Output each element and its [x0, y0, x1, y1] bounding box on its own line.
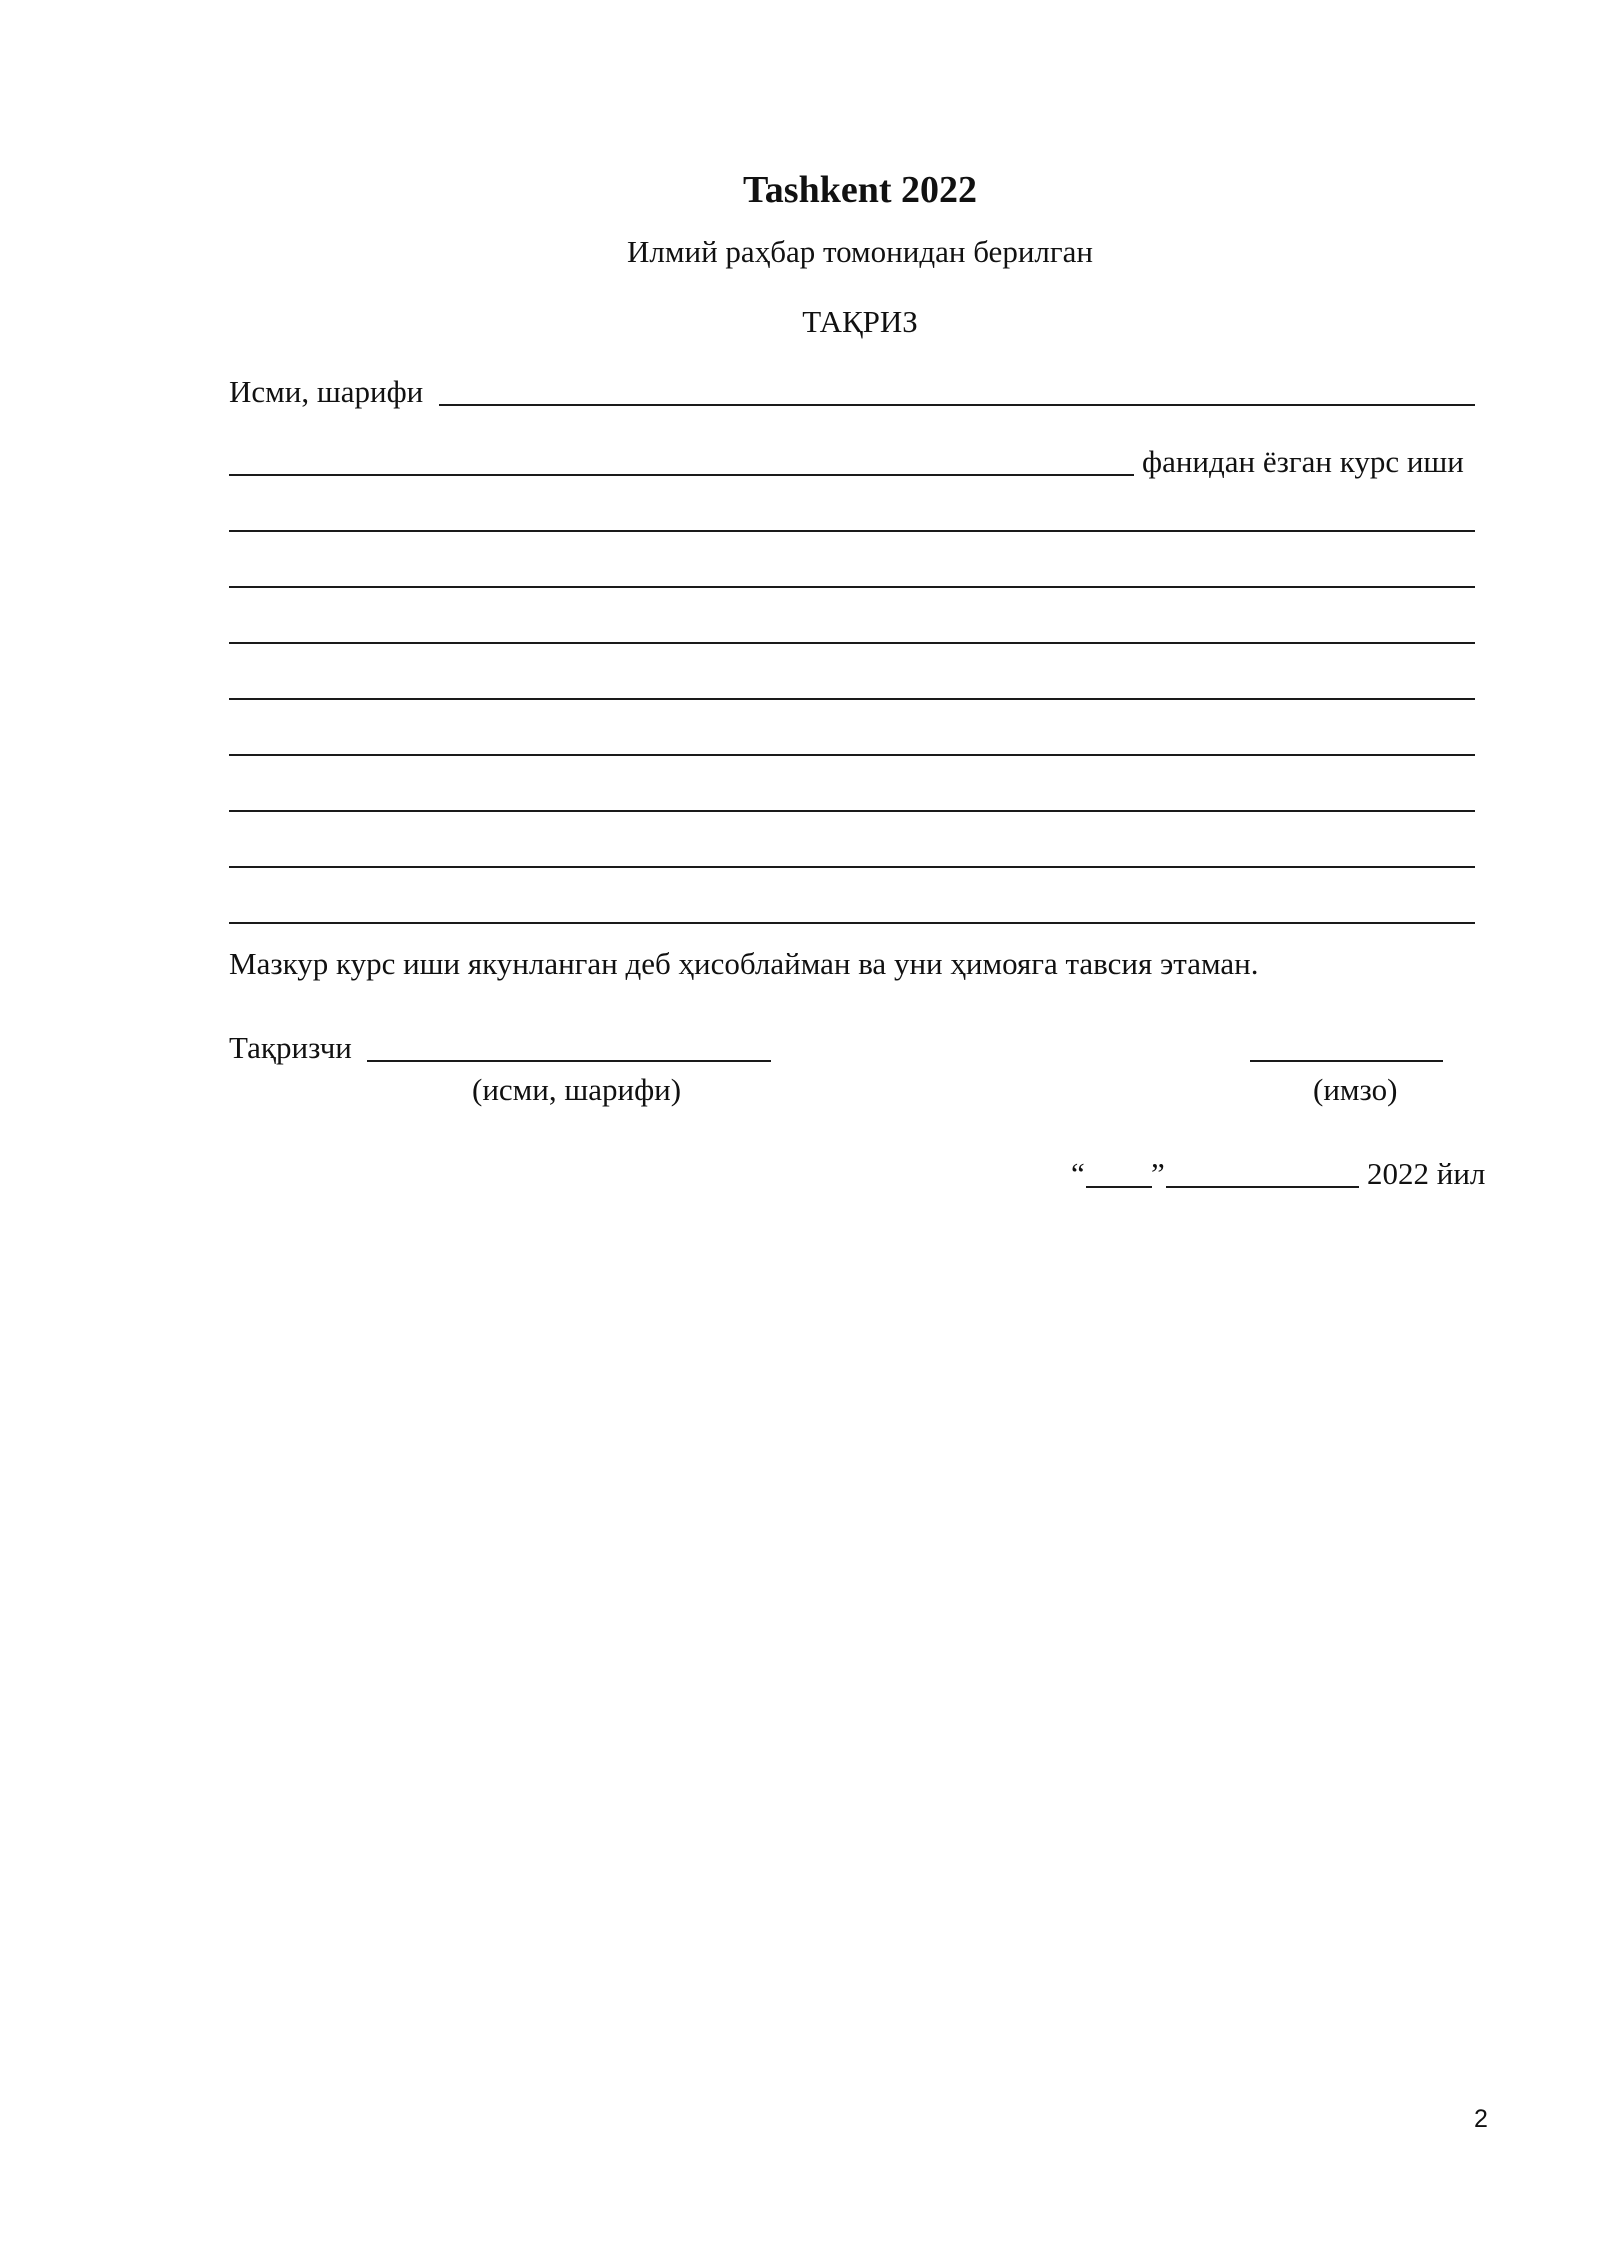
- page-number: 2: [1474, 2105, 1488, 2133]
- document-title: Tashkent 2022: [742, 169, 978, 211]
- name-label: Исми, шарифи: [229, 374, 424, 409]
- signature-caption: (имзо): [1313, 1072, 1398, 1107]
- conclusion-text: Мазкур курс иши якунланган деб ҳисоблайман ва уни ҳимояга тавсия этаман.: [229, 946, 1259, 981]
- review-line: [229, 642, 1475, 644]
- date-month-line: [1166, 1186, 1359, 1188]
- review-line: [229, 586, 1475, 588]
- date-open-quote: “: [1071, 1156, 1085, 1191]
- subject-suffix: фанидан ёзган курс иши: [1142, 444, 1464, 479]
- review-line: [229, 810, 1475, 812]
- review-line: [229, 866, 1475, 868]
- reviewer-name-line: [367, 1060, 771, 1062]
- review-line: [229, 922, 1475, 924]
- reviewer-label: Тақризчи: [229, 1030, 352, 1065]
- date-close-quote: ”: [1151, 1156, 1165, 1191]
- reviewer-name-caption: (исми, шарифи): [472, 1072, 682, 1107]
- date-day-line: [1086, 1186, 1152, 1188]
- review-line: [229, 530, 1475, 532]
- name-blank-line: [439, 404, 1475, 406]
- review-line: [229, 754, 1475, 756]
- review-heading: ТАҚРИЗ: [802, 304, 918, 339]
- review-line: [229, 698, 1475, 700]
- subject-blank-line: [229, 474, 1134, 476]
- document-subtitle: Илмий раҳбар томонидан берилган: [627, 234, 1093, 269]
- signature-line: [1250, 1060, 1443, 1062]
- date-year-text: 2022 йил: [1367, 1156, 1486, 1191]
